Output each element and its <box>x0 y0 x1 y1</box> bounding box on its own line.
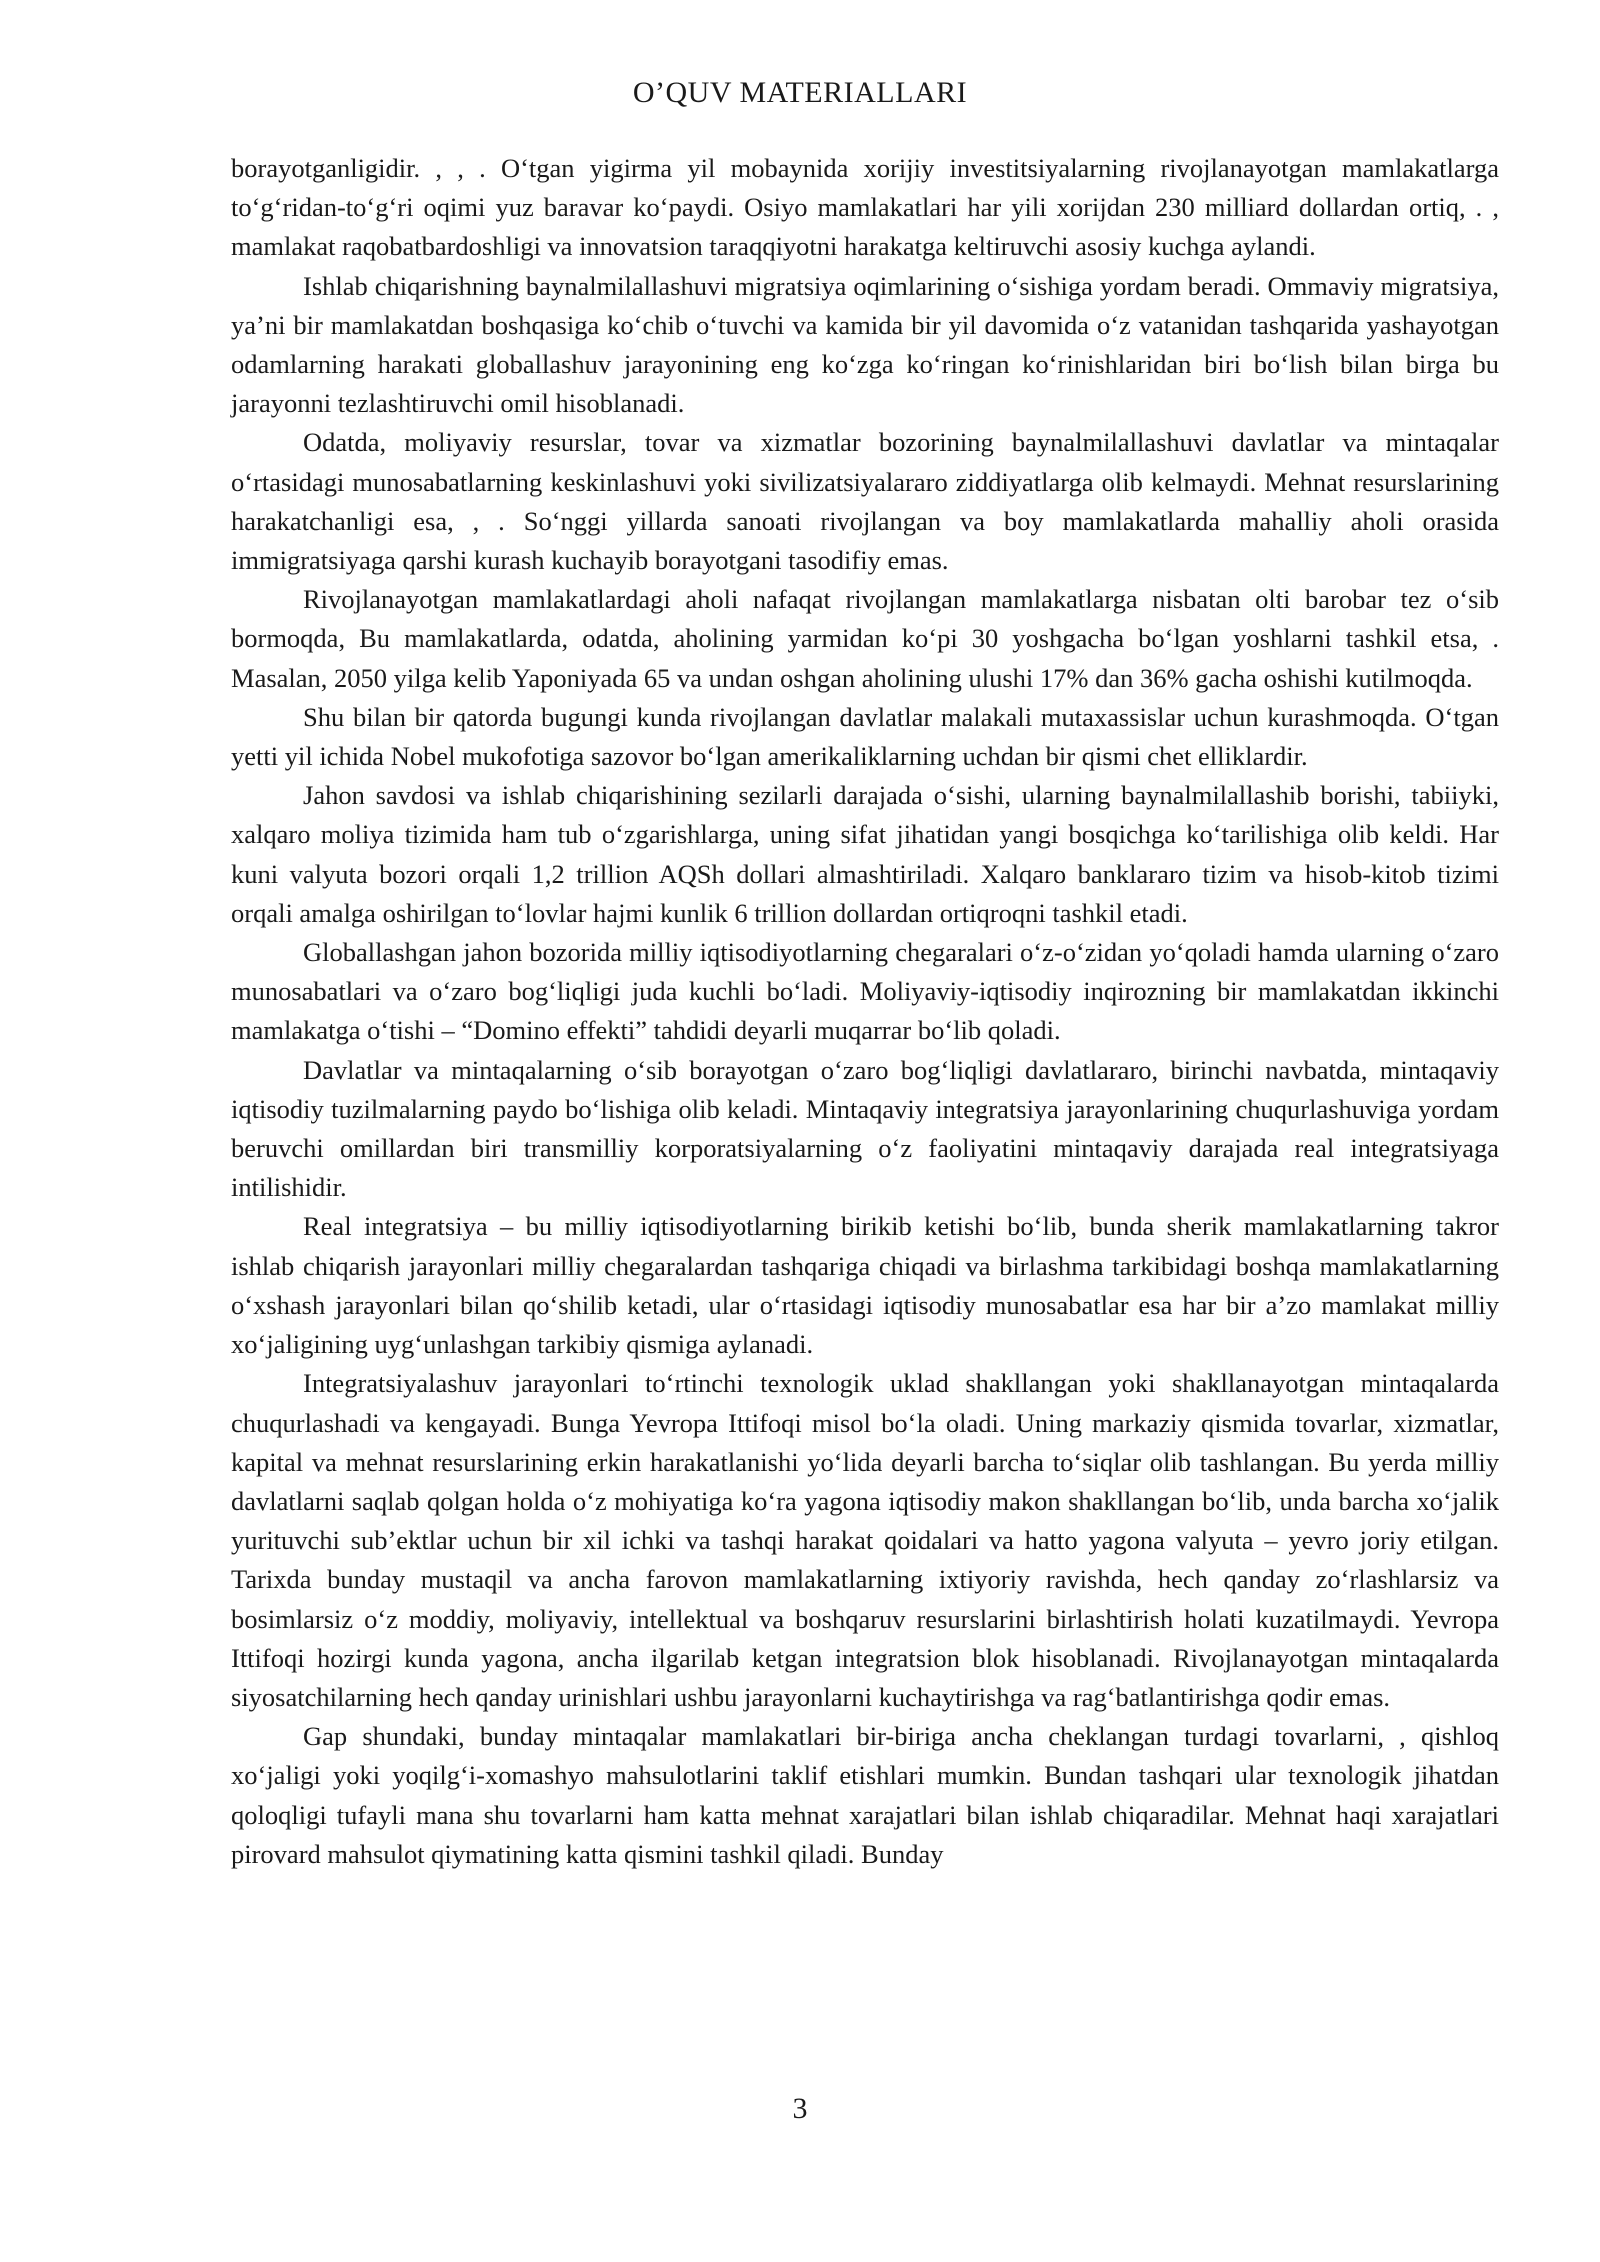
paragraph: Davlatlar va mintaqalarning o‘sib borayotgan o‘zaro bog‘liqligi davlatlararo, birinchi navbatda, mintaqaviy iqtisodiy tuzilmalarning paydo bo‘lishiga olib keladi. Mintaqaviy integratsiya jarayonlarining chuqurlashuviga yordam beruvchi omillardan biri transmilliy korporatsiyalarning o‘z faoliyatini mintaqaviy darajada real integratsiyaga intilishidir. <box>231 1054 1499 1203</box>
paragraph: Integratsiyalashuv jarayonlari to‘rtinchi texnologik uklad shakllangan yoki shakllanayotgan mintaqalarda chuqurlashadi va kengayadi. Bunga Yevropa Ittifoqi misol bo‘la oladi. Uning markaziy qismida tovarlar, xizmatlar, kapital va mehnat resurslarining erkin harakatlanishi yo‘lida deyarli barcha to‘siqlar olib tashlangan. Bu yerda milliy davlatlarni saqlab qolgan holda o‘z mohiyatiga ko‘ra yagona iqtisodiy makon shakllangan bo‘lib, unda barcha xo‘jalik yurituvchi sub’ektlar uchun bir xil ichki va tashqi harakat qoidalari va hatto yagona valyuta – yevro joriy etilgan. Tarixda bunday mustaqil va ancha farovon mamlakatlarning ixtiyoriy ravishda, hech qanday zo‘rlashlarsiz va bosimlarsiz o‘z moddiy, moliyaviy, intellektual va boshqaruv resurslarini birlashtirish holati kuzatilmaydi. Yevropa Ittifoqi hozirgi kunda yagona, ancha ilgarilab ketgan integratsion blok hisoblanadi. Rivojlanayotgan mintaqalarda siyosatchilarning hech qanday urinishlari ushbu jarayonlarni kuchaytirishga va rag‘batlantirishga qodir emas. <box>231 1368 1499 1712</box>
document-body <box>231 149 1499 1874</box>
page-header-title: O’QUV MATERIALLARI <box>632 76 968 109</box>
page-number: 3 <box>792 2092 808 2125</box>
paragraph: borayotganligidir. , , . O‘tgan yigirma yil mobaynida xorijiy investitsiyalarning rivojlanayotgan mamlakatlarga to‘g‘ridan-to‘g‘ri oqimi yuz baravar ko‘paydi. Osiyo mamlakatlari har yili xorijdan 230 milliard dollardan ortiq, . , mamlakat raqobatbardoshligi va innovatsion taraqqiyotni harakatga keltiruvchi asosiy kuchga aylandi. <box>231 153 1499 262</box>
paragraph: Ishlab chiqarishning baynalmilallashuvi migratsiya oqimlarining o‘sishiga yordam beradi. Ommaviy migratsiya, ya’ni bir mamlakatdan boshqasiga ko‘chib o‘tuvchi va kamida bir yil davomida o‘z vatanidan tashqarida yashayotgan odamlarning harakati globallashuv jarayonining eng ko‘zga ko‘ringan ko‘rinishlaridan biri bo‘lish bilan birga bu jarayonni tezlashtiruvchi omil hisoblanadi. <box>231 270 1499 419</box>
paragraph: Rivojlanayotgan mamlakatlardagi aholi nafaqat rivojlangan mamlakatlarga nisbatan olti barobar tez o‘sib bormoqda, Bu mamlakatlarda, odatda, aholining yarmidan ko‘pi 30 yoshgacha bo‘lgan yoshlarni tashkil etsa, . Masalan, 2050 yilga kelib Yaponiyada 65 va undan oshgan aholining ulushi 17% dan 36% gacha oshishi kutilmoqda. <box>231 584 1499 693</box>
paragraph: Globallashgan jahon bozorida milliy iqtisodiyotlarning chegaralari o‘z-o‘zidan yo‘qoladi hamda ularning o‘zaro munosabatlari va o‘zaro bog‘liqligi juda kuchli bo‘ladi. Moliyaviy-iqtisodiy inqirozning bir mamlakatdan ikkinchi mamlakatga o‘tishi – “Domino effekti” tahdidi deyarli muqarrar bo‘lib qoladi. <box>231 937 1499 1046</box>
paragraph: Odatda, moliyaviy resurslar, tovar va xizmatlar bozorining baynalmilallashuvi davlatlar va mintaqalar o‘rtasidagi munosabatlarning keskinlashuvi yoki sivilizatsiyalararo ziddiyatlarga olib kelmaydi. Mehnat resurslarining harakatchanligi esa, , . So‘nggi yillarda sanoati rivojlangan va boy mamlakatlarda mahalliy aholi orasida immigratsiyaga qarshi kurash kuchayib borayotgani tasodifiy emas. <box>231 427 1499 576</box>
paragraph: Shu bilan bir qatorda bugungi kunda rivojlangan davlatlar malakali mutaxassislar uchun kurashmoqda. O‘tgan yetti yil ichida Nobel mukofotiga sazovor bo‘lgan amerikaliklarning uchdan bir qismi chet elliklardir. <box>231 701 1499 772</box>
paragraph: Gap shundaki, bunday mintaqalar mamlakatlari bir-biriga ancha cheklangan turdagi tovarlarni, , qishloq xo‘jaligi yoki yoqilg‘i-xomashyo mahsulotlarini taklif etishlari mumkin. Bundan tashqari ular texnologik jihatdan qoloqligi tufayli mana shu tovarlarni ham katta mehnat xarajatlari bilan ishlab chiqaradilar. Mehnat haqi xarajatlari pirovard mahsulot qiymatining katta qismini tashkil qiladi. Bunday <box>231 1721 1499 1869</box>
paragraph: Real integratsiya – bu milliy iqtisodiyotlarning birikib ketishi bo‘lib, bunda sherik mamlakatlarning takror ishlab chiqarish jarayonlari milliy chegaralardan tashqariga chiqadi va birlashma tarkibidagi boshqa mamlakatlarning o‘xshash jarayonlari bilan qo‘shilib ketadi, ular o‘rtasidagi iqtisodiy munosabatlar esa har bir a’zo mamlakat milliy xo‘jaligining uyg‘unlashgan tarkibiy qismiga aylanadi. <box>231 1211 1499 1360</box>
paragraph: Jahon savdosi va ishlab chiqarishining sezilarli darajada o‘sishi, ularning baynalmilallashib borishi, tabiiyki, xalqaro moliya tizimida ham tub o‘zgarishlarga, uning sifat jihatidan yangi bosqichga ko‘tarilishiga olib keldi. Har kuni valyuta bozori orqali 1,2 trillion AQSh dollari almashtiriladi. Xalqaro banklararo tizim va hisob-kitob tizimi orqali amalga oshirilgan to‘lovlar hajmi kunlik 6 trillion dollardan ortiqroqni tashkil etadi. <box>231 780 1499 928</box>
